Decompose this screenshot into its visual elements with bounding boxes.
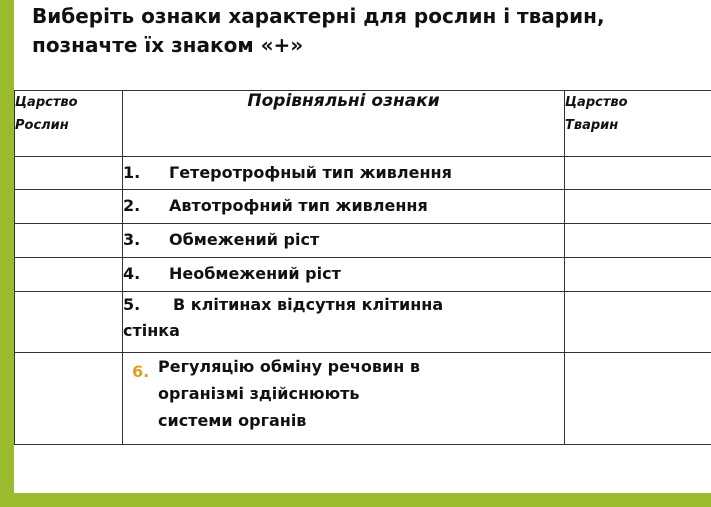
plants-mark-cell[interactable]: [15, 258, 123, 292]
table-row: [15, 353, 711, 445]
table-row: [15, 224, 711, 258]
table-row: [15, 292, 711, 353]
feature-cell: 4. Необмежений ріст: [123, 258, 565, 292]
plants-mark-cell[interactable]: [15, 292, 123, 353]
animals-mark-cell[interactable]: [565, 190, 711, 224]
task-title: [32, 2, 672, 60]
item-number-accent: 6.: [132, 362, 150, 381]
animals-mark-cell[interactable]: [565, 353, 711, 445]
header-plants-kingdom: Царство Рослин: [15, 91, 123, 157]
plants-mark-cell[interactable]: [15, 353, 123, 445]
plants-mark-cell[interactable]: [15, 224, 123, 258]
feature-cell: 1. Гетеротрофный тип живлення: [123, 157, 565, 190]
feature-cell: 2. Автотрофний тип живлення: [123, 190, 565, 224]
plants-mark-cell[interactable]: [15, 190, 123, 224]
table-header-row: [15, 91, 711, 157]
feature-cell: 5. В клітинах відсутня клітинна стінка: [123, 292, 565, 353]
table-row: [15, 157, 711, 190]
animals-mark-cell[interactable]: [565, 258, 711, 292]
plants-mark-cell[interactable]: [15, 157, 123, 190]
animals-mark-cell[interactable]: [565, 224, 711, 258]
feature-cell: 6. Регуляцію обміну речовин в організмі здійснюють системи органів: [123, 353, 565, 445]
task-title-line-2: позначте їх знаком «+»: [32, 33, 304, 57]
table-row: [15, 190, 711, 224]
header-comparative-features: Порівняльні ознаки: [123, 91, 565, 157]
animals-mark-cell[interactable]: [565, 157, 711, 190]
table-row: [15, 258, 711, 292]
task-title-line-1: Виберіть ознаки характерні для рослин і тварин,: [32, 4, 605, 28]
feature-cell: 3. Обмежений ріст: [123, 224, 565, 258]
header-animals-kingdom: Царство Тварин: [565, 91, 711, 157]
comparison-table: [14, 90, 711, 445]
animals-mark-cell[interactable]: [565, 292, 711, 353]
